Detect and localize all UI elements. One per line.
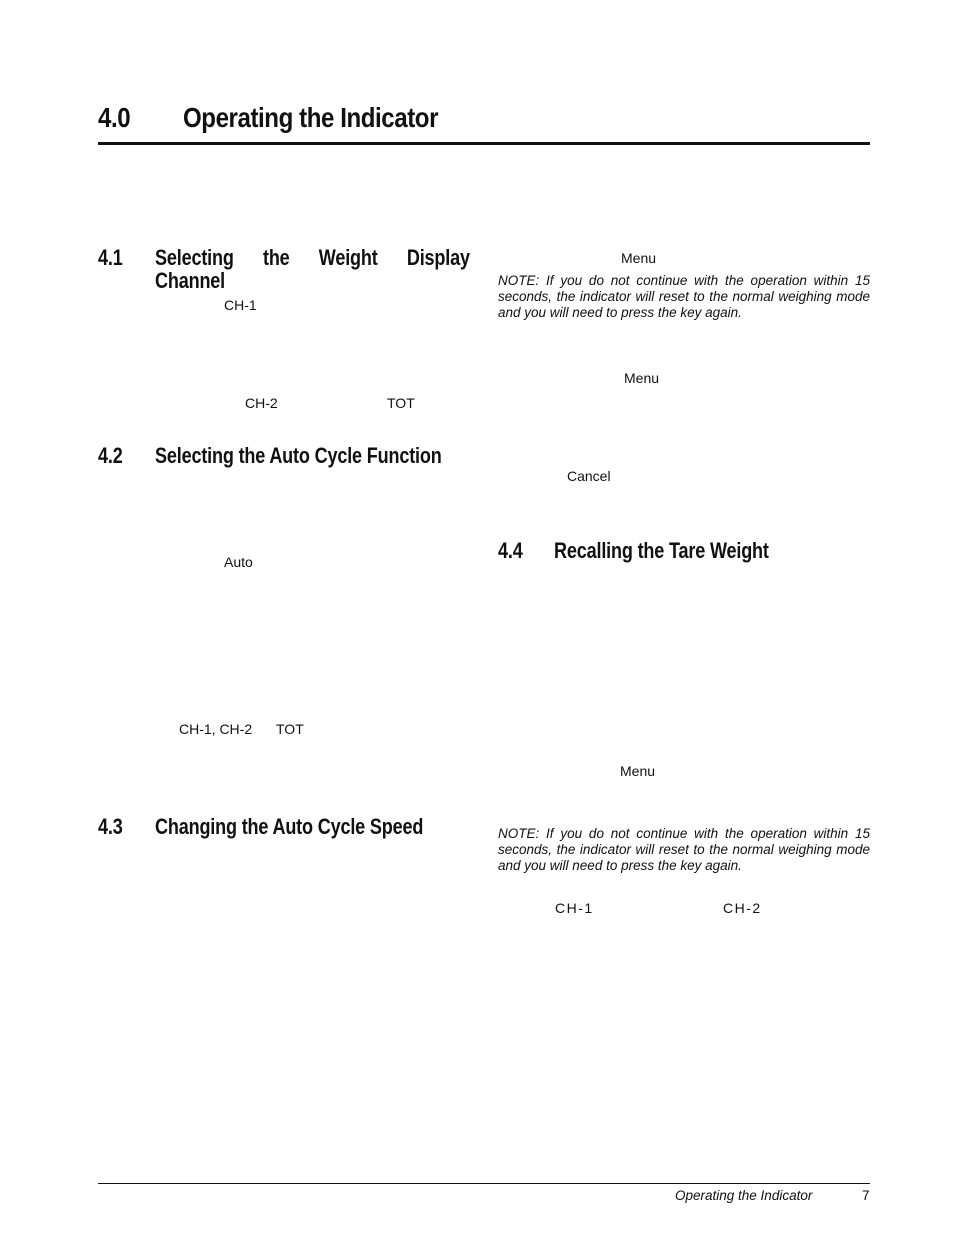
keyword-ch2: CH-2: [245, 395, 278, 411]
footer-divider: [98, 1183, 870, 1184]
keyword-tot: TOT: [387, 395, 415, 411]
section-4-1-heading: [155, 246, 470, 292]
note-text-2: NOTE: If you do not continue with the operation within 15 seconds, the indicator will reset to the normal weighing mode and you will need to press the key again.: [498, 826, 870, 873]
chapter-divider: [98, 142, 870, 145]
keyword-menu-3: Menu: [620, 763, 656, 779]
title-word: the: [262, 245, 290, 270]
chapter-title: Operating the Indicator: [183, 102, 439, 133]
section-4-4-title: Recalling the Tare Weight: [554, 538, 769, 563]
section-4-2-title: Selecting the Auto Cycle Function: [155, 443, 442, 468]
keyword-ch1-2: CH-1: [555, 900, 594, 916]
keyword-menu-2: Menu: [624, 370, 660, 386]
keyword-cancel: Cancel: [567, 468, 611, 484]
keyword-auto: Auto: [224, 554, 253, 570]
page-number: 7: [862, 1188, 870, 1203]
keyword-ch1: CH-1: [224, 297, 257, 313]
keyword-menu: Menu: [621, 250, 657, 266]
section-4-4-number: 4.4: [498, 538, 523, 563]
title-word: Display: [406, 245, 470, 270]
title-word: Selecting: [155, 245, 234, 270]
note-text: NOTE: If you do not continue with the operation within 15 seconds, the indicator will reset to the normal weighing mode and you will need to press the key again.: [498, 273, 870, 320]
section-4-2-number: 4.2: [98, 443, 123, 468]
section-4-1-number: 4.1: [98, 245, 123, 270]
section-4-1-title-line1: [155, 246, 470, 269]
footer-title: Operating the Indicator: [675, 1188, 813, 1203]
title-word: Weight: [318, 245, 378, 270]
keyword-tot-2: TOT: [276, 721, 304, 737]
section-4-3-number: 4.3: [98, 814, 123, 839]
section-4-3-title: Changing the Auto Cycle Speed: [155, 814, 424, 839]
chapter-number: 4.0: [98, 102, 131, 133]
section-4-1-title-line2: Channel: [155, 268, 226, 293]
keyword-ch1-ch2: CH-1, CH-2: [179, 721, 253, 737]
keyword-ch2-2: CH-2: [723, 900, 762, 916]
